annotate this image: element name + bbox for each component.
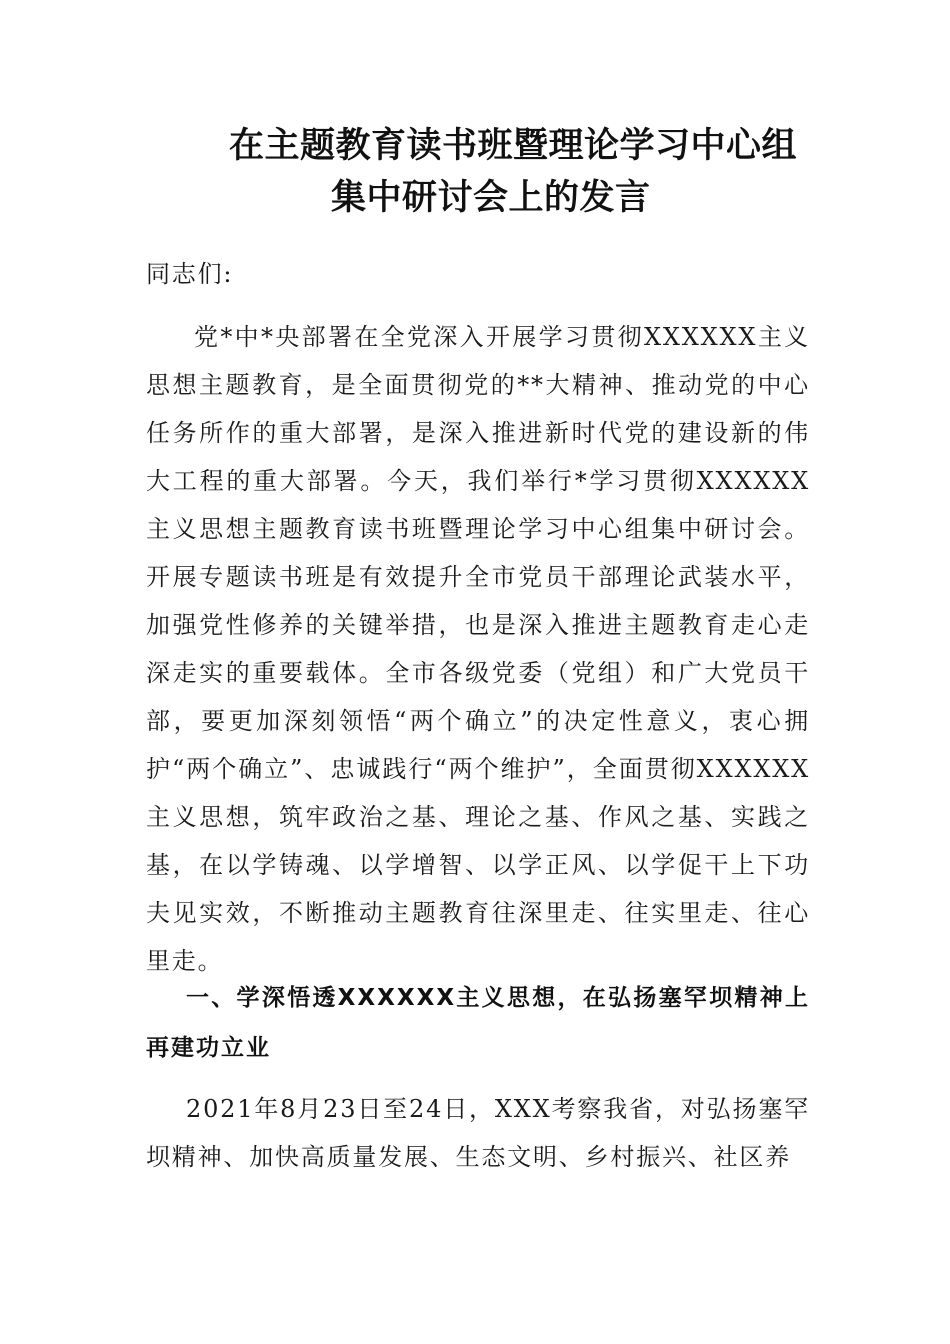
salutation: 同志们: [146,260,234,288]
paragraph-intro: 党*中*央部署在全党深入开展学习贯彻XXXXXX主义思想主题教育，是全面贯彻党的**大精神、推动党的中心任务所作的重大部署，是深入推进新时代党的建设新的伟大工程的重大部署。今天，我们举行*学习贯彻XXXXXX主义思想主题教育读书班暨理论学习中心组集中研讨会。开展专题读书班是有效提升全市党员干部理论武装水平，加强党性修养的关键举措，也是深入推进主题教育走心走深走实的重要载体。全市各级党委（党组）和广大党员干部，要更加深刻领悟“两个确立”的决定性意义，衷心拥护“两个确立”、忠诚践行“两个维护”，全面贯彻XXXXXX主义思想，筑牢政治之基、理论之基、作风之基、实践之基，在以学铸魂、以学增智、以学正风、以学促干上下功夫见实效，不断推动主题教育往深里走、往实里走、往心里走。 [146,323,810,975]
title-line-2: 集中研讨会上的发言 [331,177,651,218]
section-heading-1: 一、学深悟透XXXXXX主义思想，在弘扬塞罕坝精神上再建功立业 [146,985,810,1061]
title-line-1: 在主题教育读书班暨理论学习中心组 [229,125,798,166]
paragraph-section-1: 2021年8月23日至24日，XXX考察我省，对弘扬塞罕坝精神、加快高质量发展、生态文明、乡村振兴、社区养 [146,1095,810,1171]
